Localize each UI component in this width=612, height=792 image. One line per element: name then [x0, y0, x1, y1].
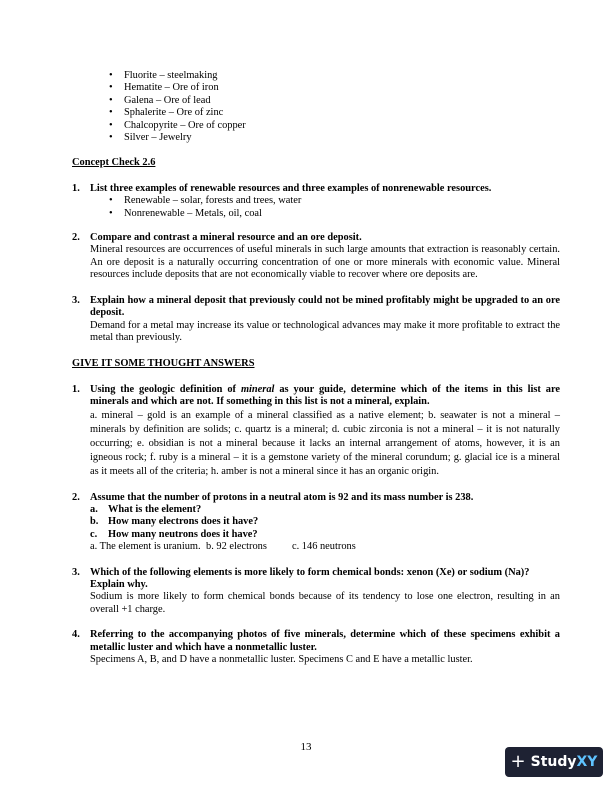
question-number: 4. [72, 629, 80, 641]
list-item: • Galena – Ore of lead [72, 95, 560, 107]
answer-text: Specimens A, B, and D have a nonmetallic luster. Specimens C and E have a metallic luster. [90, 654, 473, 666]
list-item: • Fluorite – steelmaking [72, 70, 560, 82]
plus-icon: + [510, 751, 526, 772]
list-item: • Silver – Jewelry [72, 132, 560, 144]
answer-text: Demand for a metal may increase its value or technological advances may make it more profitable to extract the metal than previously. [90, 319, 560, 343]
question-number: 2. [72, 491, 80, 503]
thought-question-2 [72, 492, 560, 554]
answer-text: a. mineral – gold is an example of a mineral classified as a native element; b. seawater is not a mineral – minerals by definition are solids; c. quartz is a mineral; d. cubic zirconia is not a mineral – it is not naturally occurring; e. obsidian is not a mineral because it lacks an internal arrangement of atoms, however, it is an igneous rock; f. ruby is a mineral – it is a gemstone variety of the mineral corundum; g. glacial ice is a mineral as it meets all of the criteria; h. amber is not a mineral since it has an organic origin. [90, 409, 560, 478]
thought-question-4 [72, 629, 560, 666]
thought-answers-heading: GIVE IT SOME THOUGHT ANSWERS [72, 358, 255, 370]
answer-text: Sodium is more likely to form chemical bonds because of its tendency to lose one electron, resulting in an overall +1 charge. [90, 591, 560, 615]
question-number: 2. [72, 232, 80, 244]
concept-question-1 [72, 183, 560, 220]
list-item: • Nonrenewable – Metals, oil, coal [72, 208, 560, 220]
logo-text: StudyXY [530, 753, 598, 770]
question-text: Compare and contrast a mineral resource and an ore deposit. [90, 232, 362, 244]
thought-question-3 [72, 567, 560, 617]
question-number: 1. [72, 182, 80, 194]
minerals-list [72, 70, 560, 144]
list-item: • Hematite – Ore of iron [72, 82, 560, 94]
question-number: 3. [72, 294, 80, 306]
answer-b: b. 92 electrons [206, 541, 267, 553]
list-item: • Renewable – solar, forests and trees, water [72, 195, 560, 207]
emphasized-term: mineral [240, 383, 275, 395]
sub-question: c. How many neutrons does it have? [90, 528, 258, 540]
answer-text: Mineral resources are occurrences of useful minerals in such large amounts that extraction is reasonably certain. An ore deposit is a naturally occurring concentration of one or more minerals with economic value. Mineral resources include deposits that are not economically viable to recover where ore deposits are. [90, 244, 560, 281]
thought-question-1 [72, 384, 560, 480]
sub-question: b. How many electrons does it have? [90, 516, 259, 528]
answer-bullets [72, 195, 560, 220]
document-page [72, 70, 560, 666]
answer-row [90, 541, 560, 553]
question-text: Which of the following elements is more likely to form chemical bonds: xenon (Xe) or sodium (Na)? Explain why. [90, 566, 530, 590]
studyxy-logo [505, 747, 603, 777]
answer-a: a. The element is uranium. [90, 541, 201, 553]
question-text: Using the geologic definition of mineral as your guide, determine which of the items in this list are minerals and which are not. If something in this list is not a mineral, explain. [90, 383, 561, 408]
answer-c: c. 146 neutrons [292, 541, 356, 553]
question-text: Explain how a mineral deposit that previously could not be mined profitably might be upgraded to an ore deposit. [90, 294, 560, 319]
list-item: • Chalcopyrite – Ore of copper [72, 120, 560, 132]
question-number: 3. [72, 566, 80, 578]
question-number: 1. [72, 383, 80, 395]
question-text: Referring to the accompanying photos of five minerals, determine which of these specimens exhibit a metallic luster and which have a nonmetallic luster. [90, 629, 560, 653]
list-item: • Sphalerite – Ore of zinc [72, 107, 560, 119]
concept-check-heading: Concept Check 2.6 [72, 157, 156, 169]
question-text: Assume that the number of protons in a neutral atom is 92 and its mass number is 238. [90, 491, 474, 503]
concept-question-3 [72, 295, 560, 345]
concept-question-2 [72, 232, 560, 282]
question-text: List three examples of renewable resources and three examples of nonrenewable resources. [90, 182, 492, 194]
page-number: 13 [300, 741, 312, 753]
sub-question: a. What is the element? [90, 503, 202, 515]
